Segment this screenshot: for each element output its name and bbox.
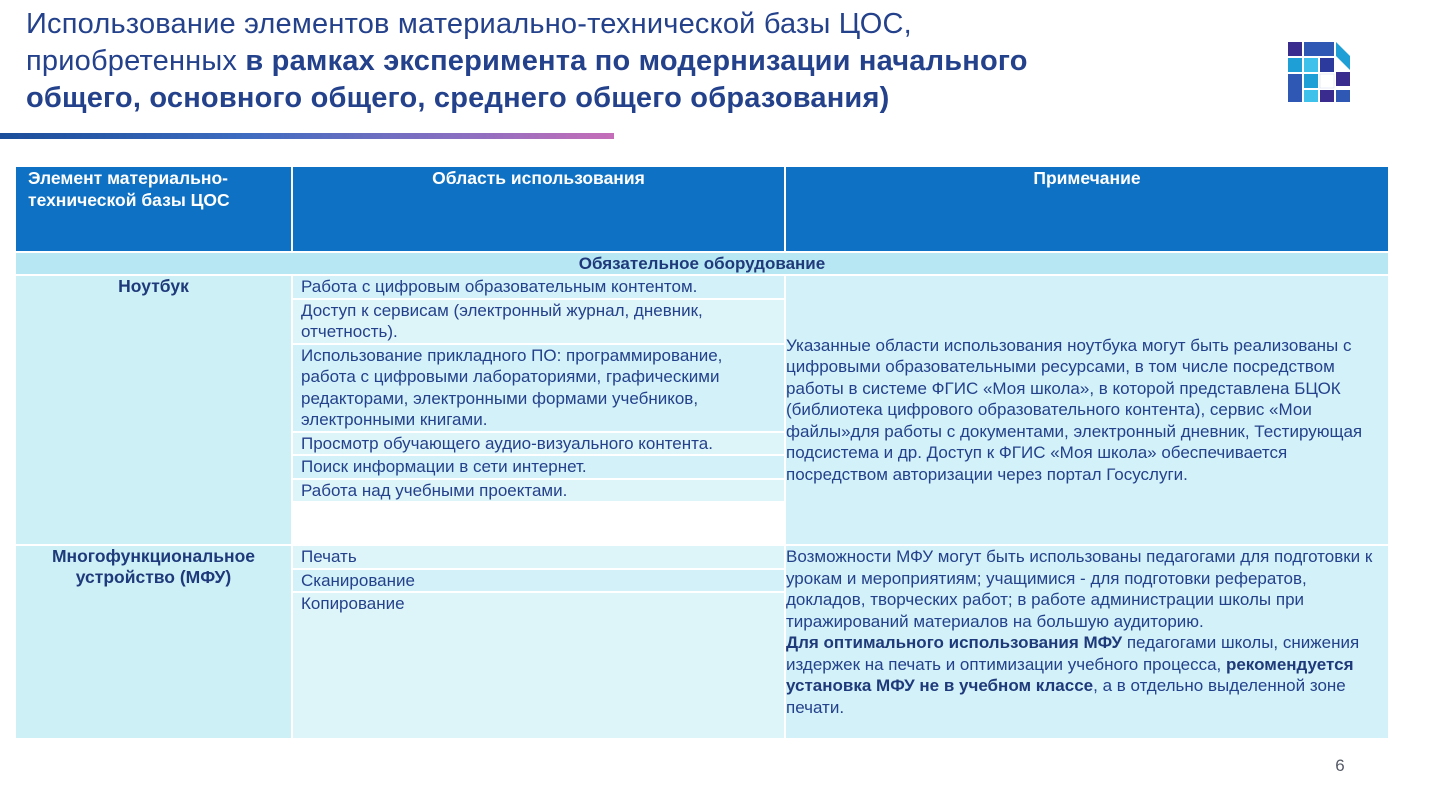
table-row (15, 545, 1389, 739)
header-note: Примечание (785, 166, 1389, 252)
section-title: Обязательное оборудование (15, 252, 1389, 275)
use-item: Копирование (293, 593, 784, 615)
title-underline (0, 133, 614, 139)
title-line-1: Использование элементов материально-технической базы ЦОС, (26, 8, 912, 40)
header-element: Элемент материально-технической базы ЦОС (15, 166, 292, 252)
note-mfu (785, 545, 1389, 739)
page-number: 6 (1335, 756, 1345, 775)
note-mfu-text-1: педагогами школы, снижения издержек на печать и оптимизации учебного процесса, (786, 633, 1360, 674)
title-line-2-regular: приобретенных (26, 45, 238, 77)
header-area: Область использования (292, 166, 785, 252)
title-line-3 (26, 80, 1266, 117)
note-mfu-bold-1: Для оптимального использования МФУ (786, 633, 1123, 652)
element-mfu: Многофункциональное устройство (МФУ) (15, 545, 292, 739)
section-row (15, 252, 1389, 275)
title-line-3-bold: общего, основного общего, среднего общего образования) (26, 82, 890, 114)
title-line-2 (26, 43, 1266, 80)
use-item: Доступ к сервисам (электронный журнал, дневник, отчетность). (293, 300, 784, 345)
table-row (15, 275, 1389, 545)
use-item: Работа с цифровым образовательным контентом. (293, 276, 784, 300)
area-laptop (292, 275, 785, 545)
equipment-table (14, 165, 1390, 740)
use-item: Просмотр обучающего аудио-визуального контента. (293, 433, 784, 457)
use-item: Печать (293, 546, 784, 570)
table-header-row (15, 166, 1389, 252)
note-mfu-paragraph-1: Возможности МФУ могут быть использованы педагогами для подготовки к урокам и мероприятиям; учащимися - для подготовки рефератов, докладов, творческих работ; в работе администрации школы при тиражирований материалов на большую аудиторию. (786, 547, 1373, 631)
use-item: Использование прикладного ПО: программирование, работа с цифровыми лабораториями, графическими редакторами, электронными формами учебников, электронными книгами. (293, 345, 784, 433)
logo-icon (1286, 40, 1352, 104)
element-laptop: Ноутбук (15, 275, 292, 545)
note-mfu-bold-2: рекомендуется установка МФУ не в учебном классе (786, 654, 1354, 695)
slide-title (26, 6, 1266, 117)
use-item: Работа над учебными проектами. (293, 480, 784, 502)
title-line-2-bold: в рамках эксперимента по модернизации начального (245, 45, 1028, 77)
area-mfu (292, 545, 785, 739)
use-item: Сканирование (293, 570, 784, 594)
note-laptop: Указанные области использования ноутбука могут быть реализованы с цифровыми образовательными ресурсами, в том числе посредством работы в системе ФГИС «Моя школа», в которой представлена БЦОК (библиотека цифрового образовательного контента), сервис «Мои файлы»для работы с документами, электронный дневник, Тестирующая подсистема и др. Доступ к ФГИС «Моя школа» обеспечивается посредством авторизации через портал Госуслуги. (785, 275, 1389, 545)
note-mfu-text-2: , а в отдельно выделенной зоне печати. (786, 676, 1346, 717)
use-item: Поиск информации в сети интернет. (293, 456, 784, 480)
